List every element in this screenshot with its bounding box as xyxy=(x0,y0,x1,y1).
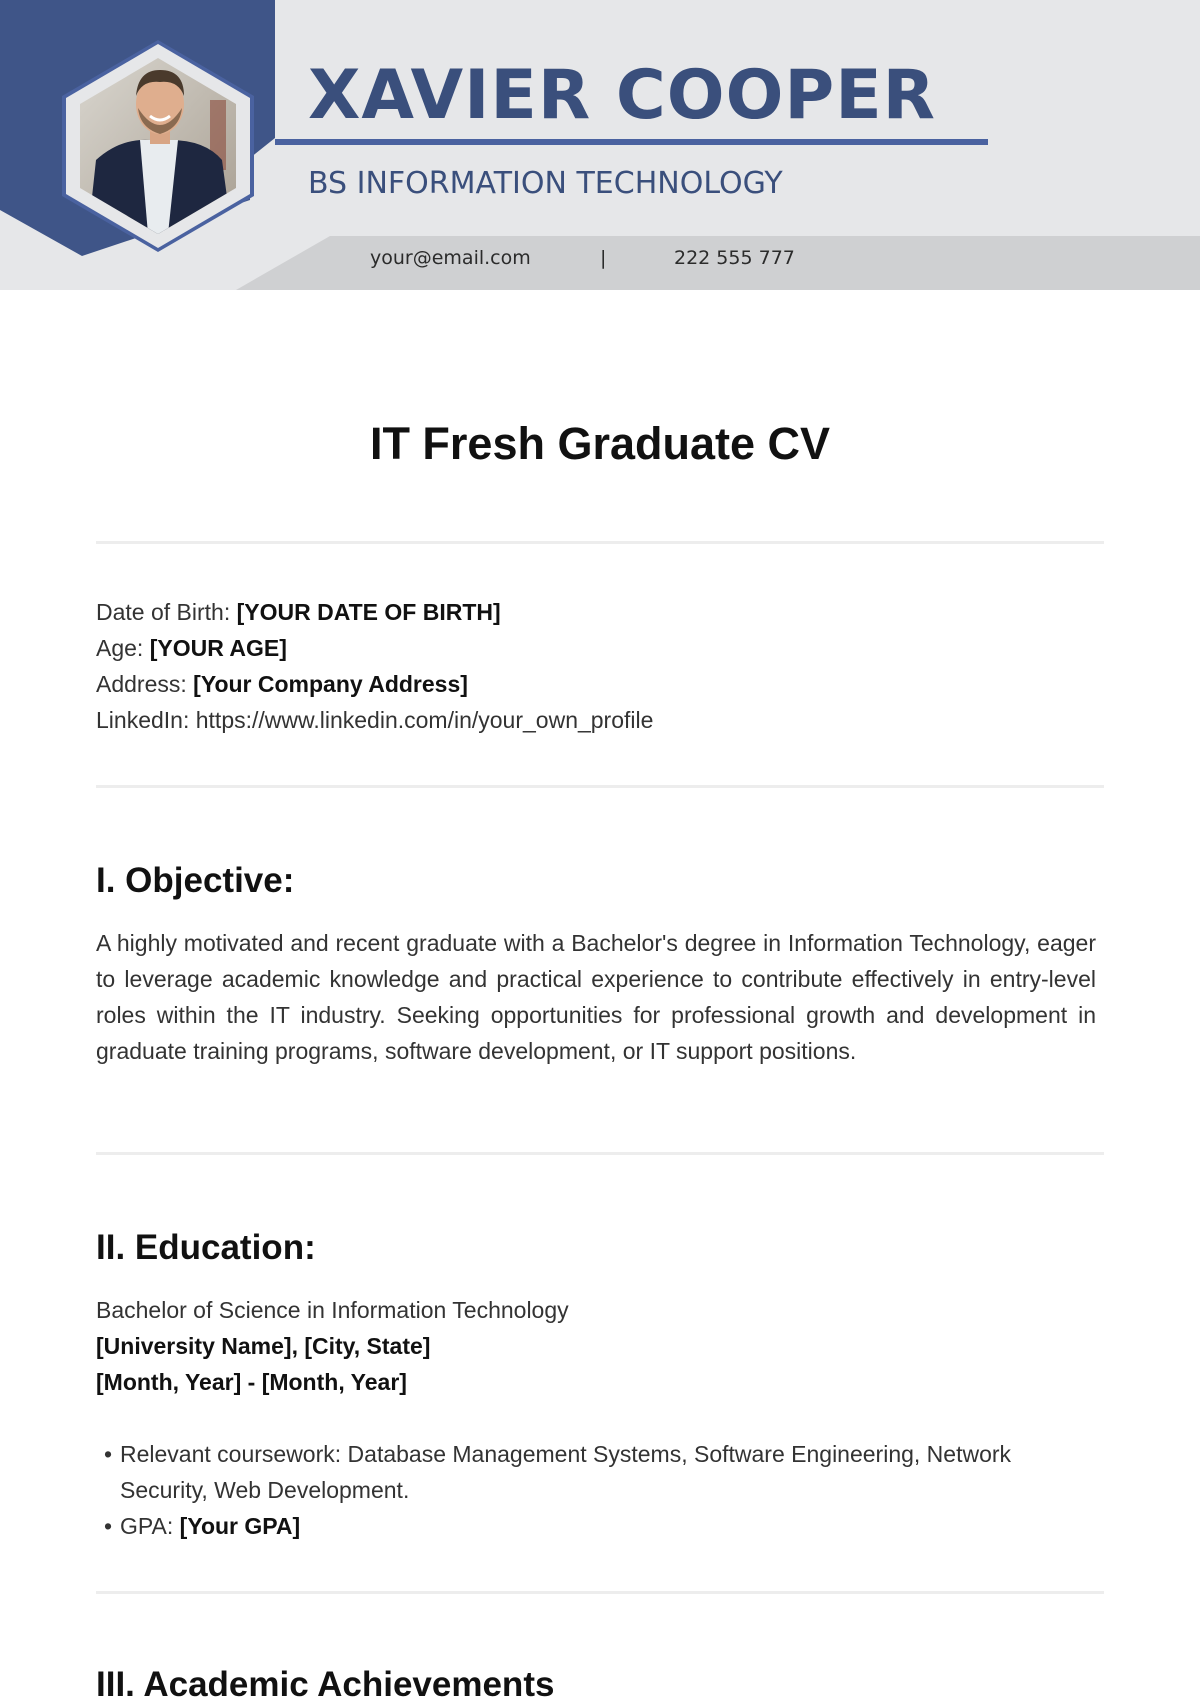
info-value: [YOUR AGE] xyxy=(149,635,287,661)
section-heading-education: II. Education: xyxy=(96,1228,316,1267)
education-dates xyxy=(96,1364,407,1400)
info-linkedin xyxy=(96,702,653,738)
bullet-label: GPA: xyxy=(120,1513,180,1539)
section-heading-objective: I. Objective: xyxy=(96,861,295,900)
divider xyxy=(96,541,1104,544)
info-label: Age: xyxy=(96,635,150,661)
university-name: [University Name], [City, State] xyxy=(96,1333,431,1359)
info-label: Date of Birth: xyxy=(96,599,237,625)
bullet-value: [Your GPA] xyxy=(179,1513,301,1539)
linkedin-link[interactable]: https://www.linkedin.com/in/your_own_profile xyxy=(195,707,654,733)
contact-email[interactable]: your@email.com xyxy=(370,247,531,269)
cv-header xyxy=(0,0,1200,290)
info-value: [Your Company Address] xyxy=(193,671,468,697)
document-title: IT Fresh Graduate CV xyxy=(369,418,831,469)
candidate-degree: BS INFORMATION TECHNOLOGY xyxy=(308,166,783,201)
divider xyxy=(96,1591,1104,1594)
contact-phone[interactable]: 222 555 777 xyxy=(674,247,795,269)
bullet-text: Relevant coursework: Database Management Systems, Software Engineering, Network Security, Web Development. xyxy=(120,1441,1012,1503)
candidate-name: XAVIER COOPER xyxy=(308,56,937,135)
info-date-of-birth xyxy=(96,594,501,630)
info-address xyxy=(96,666,468,702)
education-date-range: [Month, Year] - [Month, Year] xyxy=(96,1369,407,1395)
education-bullets xyxy=(96,1436,1056,1544)
education-degree: Bachelor of Science in Information Technology xyxy=(96,1297,569,1323)
divider xyxy=(96,1152,1104,1155)
info-age xyxy=(96,630,287,666)
info-label: Address: xyxy=(96,671,194,697)
info-value: [YOUR DATE OF BIRTH] xyxy=(236,599,501,625)
section-heading-achievements: III. Academic Achievements xyxy=(96,1665,555,1704)
info-label: LinkedIn: xyxy=(96,707,196,733)
list-item xyxy=(96,1508,1056,1544)
education-university xyxy=(96,1328,430,1364)
divider xyxy=(96,785,1104,788)
objective-text: A highly motivated and recent graduate with a Bachelor's degree in Information Technology, eager to leverage academic knowledge and practical experience to contribute effectively in entry-level roles within the IT industry. Seeking opportunities for professional growth and development in graduate training programs, software development, or IT support positions. xyxy=(96,930,1096,1064)
list-item xyxy=(96,1436,1056,1508)
contact-separator: | xyxy=(600,247,607,269)
